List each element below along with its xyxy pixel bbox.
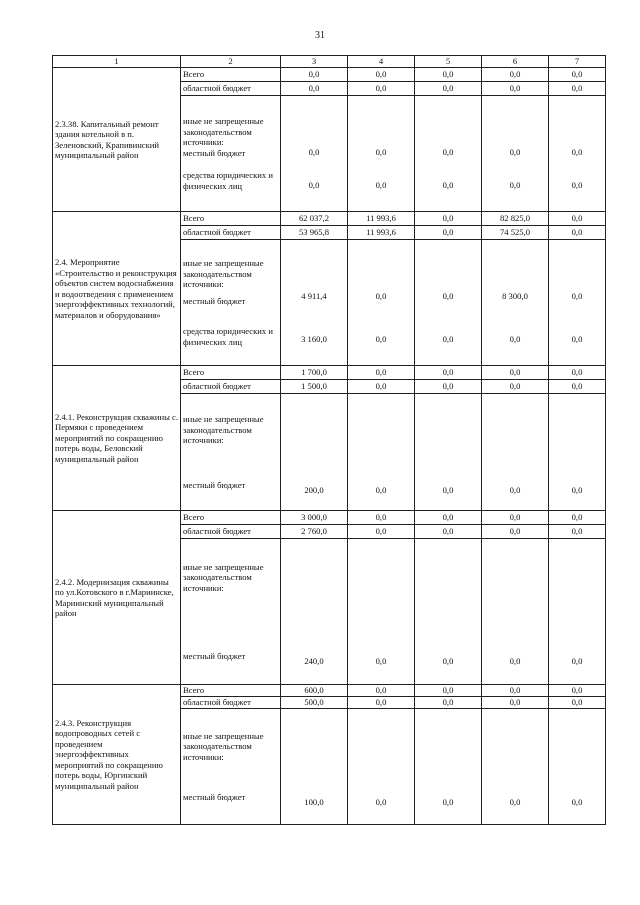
source-label: иные не запрещенные законодательством источники: — [183, 258, 264, 289]
value-cell: 0,0 — [415, 394, 482, 511]
measure-name: 2.4.3. Реконструкция водопроводных сетей с проведением энергоэффективных мероприятий по сокращению потерь воды, Юргинский муниципальный район — [53, 685, 181, 825]
source-label: средства юридических и физических лиц — [183, 170, 273, 191]
source-label: областной бюджет — [181, 697, 281, 709]
value-cell: 0,0 — [482, 685, 549, 697]
value-cell: 0,0 0,0 — [281, 96, 348, 212]
value-cell: 0,0 — [482, 709, 549, 825]
value-cell: 0,0 — [348, 525, 415, 539]
source-label: средства юридических и физических лиц — [183, 326, 273, 347]
value-cell: 11 993,6 — [348, 226, 415, 240]
source-label: Всего — [181, 212, 281, 226]
table-row — [53, 685, 606, 697]
source-label: иные не запрещенные законодательством источники: — [183, 561, 264, 593]
source-stack — [181, 96, 281, 212]
source-label: местный бюджет — [183, 792, 246, 802]
value-cell: 0,0 — [549, 68, 606, 82]
value-cell: 240,0 — [281, 539, 348, 685]
value-cell: 8 300,0 0,0 — [482, 240, 549, 366]
source-label: Всего — [181, 685, 281, 697]
measure-name: 2.4.2. Модернизация скважины по ул.Котовского в г.Мариинске, Мариинский муниципальный район — [53, 511, 181, 685]
value-cell: 0,0 — [348, 366, 415, 380]
value-cell: 0,0 — [482, 539, 549, 685]
value-cell: 0,0 — [348, 68, 415, 82]
value-cell: 0,0 — [482, 525, 549, 539]
value-cell: 4 911,4 3 160,0 — [281, 240, 348, 366]
source-stack — [181, 709, 281, 825]
value-cell: 0,0 — [415, 511, 482, 525]
source-label: иные не запрещенные законодательством источники: — [183, 414, 264, 445]
value-cell: 600,0 — [281, 685, 348, 697]
value-cell: 0,0 — [549, 226, 606, 240]
header-cell: 2 — [181, 56, 281, 68]
value-cell: 0,0 0,0 — [549, 240, 606, 366]
value-cell: 0,0 — [549, 685, 606, 697]
value-cell: 0,0 — [415, 525, 482, 539]
value-cell: 0,0 — [415, 366, 482, 380]
value-cell: 0,0 — [549, 511, 606, 525]
value-cell: 2 760,0 — [281, 525, 348, 539]
value-cell: 500,0 — [281, 697, 348, 709]
source-label: местный бюджет — [183, 147, 246, 158]
value-cell: 0,0 — [482, 697, 549, 709]
value-cell: 0,0 — [415, 685, 482, 697]
value-cell: 0,0 0,0 — [348, 96, 415, 212]
value-cell: 0,0 0,0 — [348, 240, 415, 366]
value-cell: 0,0 — [348, 697, 415, 709]
header-cell: 1 — [53, 56, 181, 68]
value-cell: 0,0 — [549, 525, 606, 539]
value-cell: 0,0 — [482, 394, 549, 511]
measure-name: 2.4.1. Реконструкция скважины с. Пермяки с проведением мероприятий по сокращению потерь воды, Беловский муниципальный район — [53, 366, 181, 511]
value-cell: 0,0 0,0 — [415, 240, 482, 366]
value-cell: 0,0 — [415, 226, 482, 240]
value-cell: 0,0 — [549, 539, 606, 685]
value-cell: 0,0 — [482, 68, 549, 82]
value-cell: 0,0 — [482, 366, 549, 380]
value-cell: 0,0 — [549, 380, 606, 394]
value-cell: 0,0 — [415, 212, 482, 226]
value-cell: 0,0 — [549, 709, 606, 825]
value-cell: 0,0 — [415, 709, 482, 825]
value-cell: 0,0 — [415, 380, 482, 394]
source-label: местный бюджет — [183, 479, 246, 490]
measure-name: 2.3.38. Капитальный ремонт здания котельной в п. Зеленовский, Крапивинский муниципальный район — [53, 68, 181, 212]
header-cell: 3 — [281, 56, 348, 68]
source-label: Всего — [181, 366, 281, 380]
measure-name: 2.4. Мероприятие «Строительство и реконструкция объектов систем водоснабжения и водоотведения с применением энергоэффективных технологий, материалов и оборудования» — [53, 212, 181, 366]
value-cell: 0,0 — [348, 685, 415, 697]
value-cell: 82 825,0 — [482, 212, 549, 226]
value-cell: 0,0 — [348, 82, 415, 96]
value-cell: 74 525,0 — [482, 226, 549, 240]
source-label: иные не запрещенные законодательством источники: — [183, 116, 264, 147]
source-stack — [181, 240, 281, 366]
value-cell: 0,0 0,0 — [549, 96, 606, 212]
value-cell: 0,0 — [415, 82, 482, 96]
value-cell: 0,0 — [348, 539, 415, 685]
source-label: областной бюджет — [181, 525, 281, 539]
value-cell: 53 965,8 — [281, 226, 348, 240]
source-label: Всего — [181, 511, 281, 525]
source-label: областной бюджет — [181, 380, 281, 394]
header-cell: 6 — [482, 56, 549, 68]
value-cell: 0,0 0,0 — [482, 96, 549, 212]
header-cell: 7 — [549, 56, 606, 68]
value-cell: 0,0 — [549, 366, 606, 380]
source-label: иные не запрещенные законодательством источники: — [183, 730, 264, 762]
source-label: Всего — [181, 68, 281, 82]
source-label: областной бюджет — [181, 82, 281, 96]
source-label: местный бюджет — [183, 651, 246, 661]
value-cell: 0,0 — [281, 82, 348, 96]
page-number: 31 — [315, 30, 325, 41]
value-cell: 0,0 — [415, 68, 482, 82]
value-cell: 0,0 — [348, 380, 415, 394]
table-row — [53, 212, 606, 226]
value-cell: 0,0 — [415, 539, 482, 685]
header-row — [53, 56, 606, 68]
value-cell: 0,0 — [549, 394, 606, 511]
source-label: областной бюджет — [181, 226, 281, 240]
budget-table — [52, 55, 606, 825]
value-cell: 11 993,6 — [348, 212, 415, 226]
value-cell: 200,0 — [281, 394, 348, 511]
value-cell: 0,0 — [549, 82, 606, 96]
value-cell: 0,0 — [348, 511, 415, 525]
value-cell: 0,0 0,0 — [415, 96, 482, 212]
source-stack — [181, 539, 281, 685]
value-cell: 0,0 — [348, 709, 415, 825]
value-cell: 0,0 — [482, 82, 549, 96]
source-stack — [181, 394, 281, 511]
value-cell: 0,0 — [482, 511, 549, 525]
value-cell: 0,0 — [482, 380, 549, 394]
header-cell: 4 — [348, 56, 415, 68]
table-row — [53, 366, 606, 380]
value-cell: 0,0 — [549, 212, 606, 226]
source-label: местный бюджет — [183, 295, 246, 306]
value-cell: 0,0 — [415, 697, 482, 709]
table-row — [53, 511, 606, 525]
value-cell: 1 500,0 — [281, 380, 348, 394]
table-row — [53, 68, 606, 82]
value-cell: 3 000,0 — [281, 511, 348, 525]
value-cell: 62 037,2 — [281, 212, 348, 226]
value-cell: 0,0 — [281, 68, 348, 82]
value-cell: 100,0 — [281, 709, 348, 825]
header-cell: 5 — [415, 56, 482, 68]
value-cell: 0,0 — [348, 394, 415, 511]
value-cell: 1 700,0 — [281, 366, 348, 380]
value-cell: 0,0 — [549, 697, 606, 709]
